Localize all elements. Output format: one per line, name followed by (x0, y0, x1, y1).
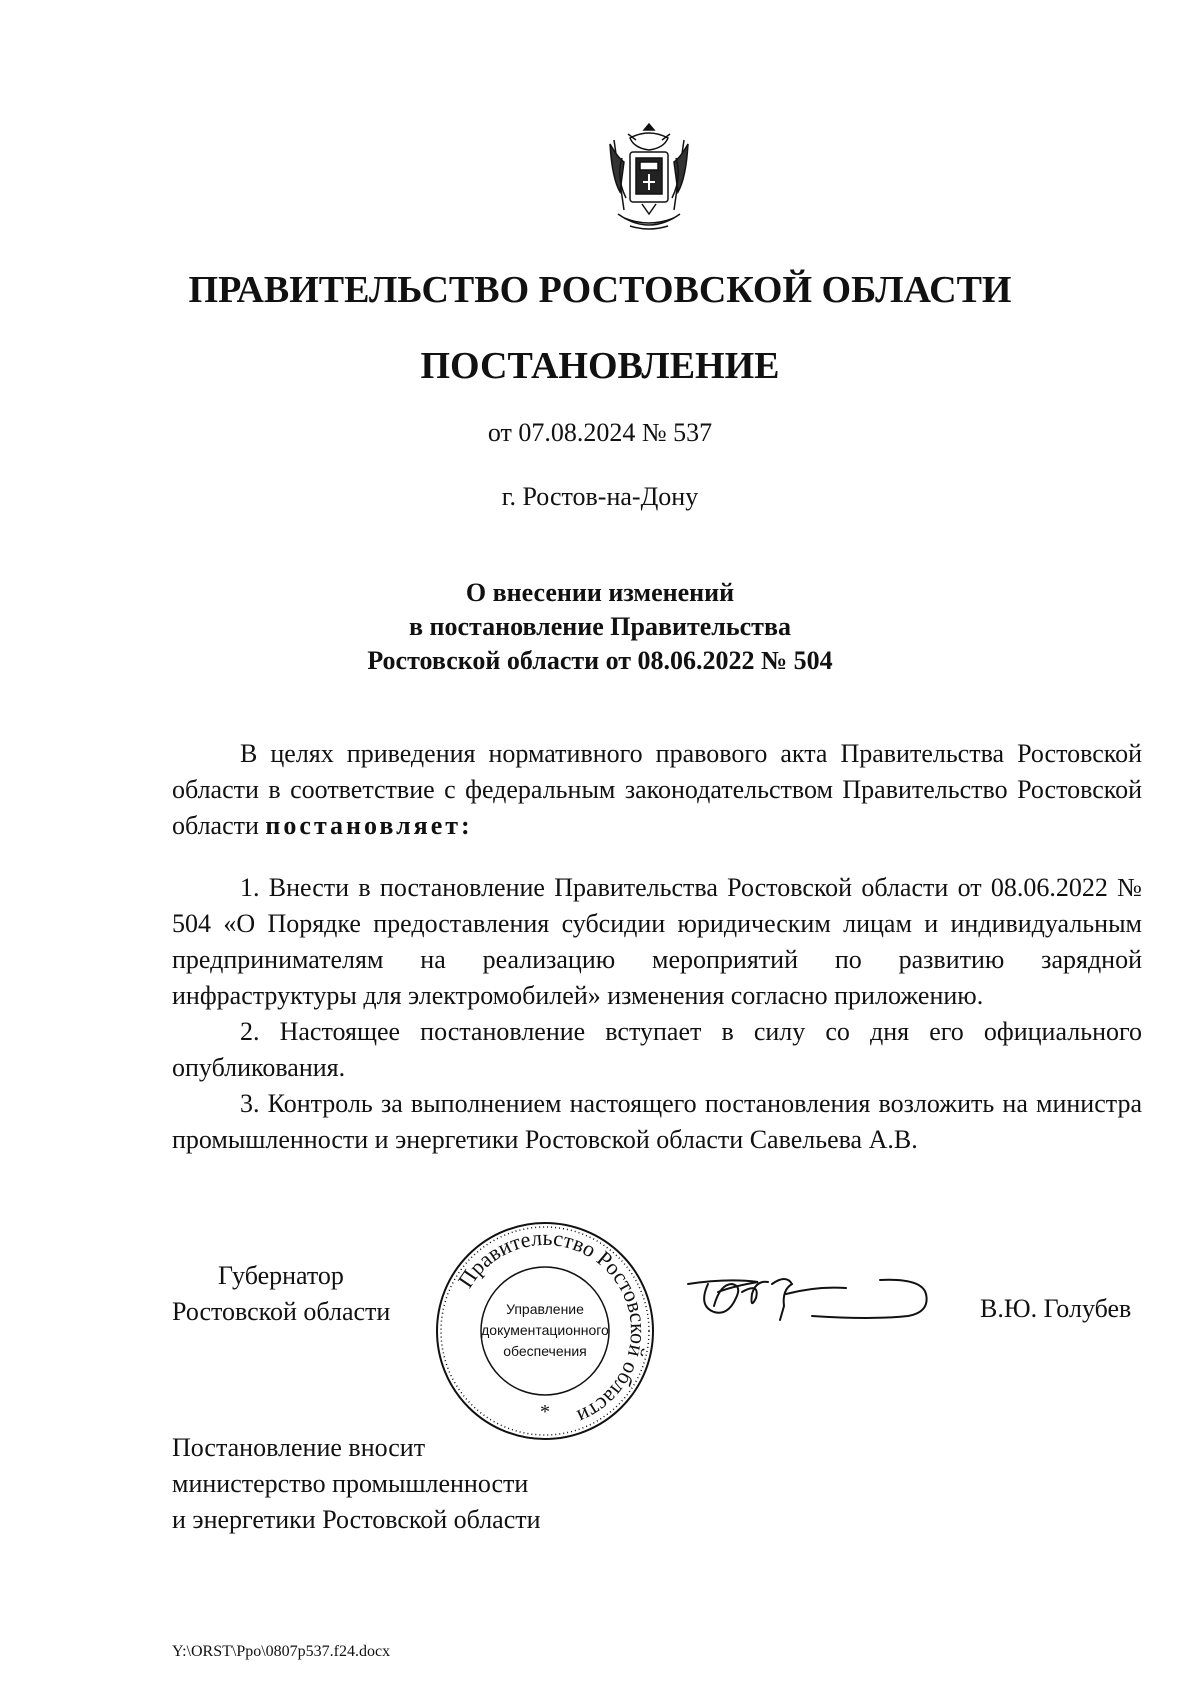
seal-center-line: обеспечения (503, 1343, 587, 1359)
seal-star-icon: * (540, 1401, 550, 1423)
position-line: Ростовской области (172, 1297, 391, 1326)
government-title: ПРАВИТЕЛЬСТВО РОСТОВСКОЙ ОБЛАСТИ (188, 269, 1012, 311)
resolution-item-2: 2. Настоящее постановление вступает в силу со дня его официального опубликования. (172, 1017, 1142, 1082)
subject-line: в постановление Правительства (408, 612, 791, 641)
preamble-paragraph (172, 736, 1142, 844)
resolution-item-1: 1. Внести в постановление Правительства Ростовской области от 08.06.2022 № 504 «О Порядке предоставления субсидии юридическим лицам и индивидуальным предпринимателям на реализацию мероприятий по развитию зарядной инфраструктуры для электромобилей» изменения согласно приложению. (172, 873, 1142, 1010)
introduced-line: Постановление вносит (172, 1433, 426, 1462)
introduced-line: и энергетики Ростовской области (172, 1505, 541, 1534)
coat-of-arms-emblem (600, 118, 698, 236)
resolution-items (172, 870, 1142, 1158)
signatory-name: В.Ю. Голубев (980, 1294, 1132, 1323)
position-line: Губернатор (218, 1261, 344, 1290)
resolution-item-3: 3. Контроль за выполнением настоящего постановления возложить на министра промышленности и энергетики Ростовской области Савельева А.В. (172, 1089, 1142, 1154)
seal-ring-text: Правительство Ростовской области (452, 1224, 652, 1430)
seal-center-line: Управление (506, 1301, 584, 1317)
seal-center-line: документационного (481, 1322, 609, 1338)
subject-line: О внесении изменений (465, 578, 735, 607)
signatory-position (172, 1258, 390, 1330)
file-path-footer: Y:\ORST\Ppo\0807p537.f24.docx (172, 1643, 391, 1660)
official-seal (432, 1218, 658, 1444)
preamble-text: В целях приведения нормативного правового акта Правительства Ростовской области в соответствие с федеральным законодательством Правительство Ростовской области (172, 739, 1142, 840)
introduced-line: министерство промышленности (172, 1469, 529, 1498)
document-subject (0, 576, 1200, 678)
introduced-by (172, 1430, 541, 1538)
decree-word: постановляет: (265, 811, 473, 840)
document-city: г. Ростов-на-Дону (501, 482, 699, 511)
document-type-title: ПОСТАНОВЛЕНИЕ (420, 345, 780, 387)
preamble (172, 736, 1142, 844)
document-date-number: от 07.08.2024 № 537 (487, 418, 713, 447)
subject-line: Ростовской области от 08.06.2022 № 504 (367, 646, 833, 675)
handwritten-signature (682, 1264, 932, 1344)
